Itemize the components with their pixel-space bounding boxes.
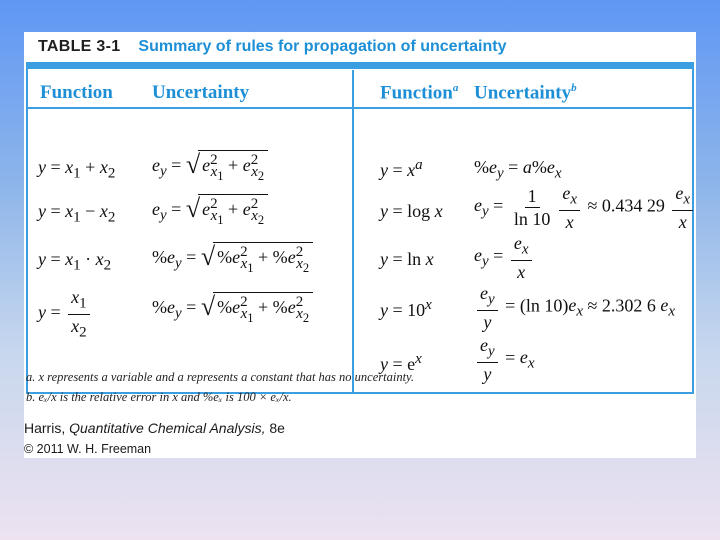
table-top-rule <box>28 62 692 69</box>
fn-product: $y = x_1 \cdot x_2$ <box>38 249 112 274</box>
credit-copyright: © 2011 W. H. Freeman <box>24 442 152 456</box>
unc-log: $e_y$ = $\frac{1}{\ln 10}$ $\frac{e_x}{x}$ ≈ 0.434 29 $\frac{e_x}{x}$ <box>474 184 696 231</box>
col-header-function: Function <box>40 82 113 103</box>
unc-product: $\%e_y$ = √ $\%e^2_{x_1} + \%e^2_{x_2}$ <box>152 242 313 274</box>
credit-author: Harris, <box>24 420 66 436</box>
rules-table <box>26 62 694 394</box>
col-header-uncertainty: Uncertainty <box>152 82 250 103</box>
fn-exp10: $y = 10^x$ <box>380 297 432 320</box>
table-header <box>24 32 696 62</box>
fn-power: $y = x^a$ <box>380 157 423 180</box>
fn-sum: $y = x_1 + x_2$ <box>38 157 116 182</box>
footnote-a: a. x represents a variable and a represents a constant that has no uncertainty. <box>26 370 415 384</box>
unc-exp10: $\frac{e_y}{y}$ = (ln $10)e_x \approx 2.302$ 6 $e_x$ <box>474 284 675 331</box>
fn-quotient: y = $\frac{x_1}{x_2}$ <box>38 288 93 340</box>
fn-exp: $y = e^x$ <box>380 351 422 374</box>
unc-power: $\%e_y = a\%e_x$ <box>474 157 562 182</box>
unc-ln: $e_y$ = $\frac{e_x}{x}$ <box>474 234 535 281</box>
fn-log: y = log x <box>380 201 443 221</box>
table-title: Summary of rules for propagation of uncertainty <box>138 38 507 55</box>
fn-ln: y = ln x <box>380 249 434 269</box>
unc-quotient: $\%e_y$ = √ $\%e^2_{x_1} + \%e^2_{x_2}$ <box>152 292 313 324</box>
column-divider <box>352 70 354 394</box>
source-credit <box>24 420 285 456</box>
credit-book: Quantitative Chemical Analysis, <box>69 420 266 436</box>
col-header-function-a: Function$^a$ <box>380 82 459 104</box>
unc-exp: $\frac{e_y}{y}$ = $e_x$ <box>474 336 535 383</box>
footnotes <box>26 370 414 410</box>
slide <box>24 32 696 458</box>
header-rule <box>28 107 692 109</box>
footnote-b: b. eₓ/x is the relative error in x and %eₓ is 100 × eₓ/x. <box>26 390 292 404</box>
col-header-uncertainty-b: Uncertainty$^b$ <box>474 82 577 104</box>
fn-difference: $y = x_1 - x_2$ <box>38 201 116 226</box>
table-number: TABLE 3-1 <box>38 38 121 55</box>
unc-difference: $e_y$ = √ $e^2_{x_1} + e^2_{x_2}$ <box>152 194 268 226</box>
unc-sum: $e_y$ = √ $e^2_{x_1} + e^2_{x_2}$ <box>152 150 268 182</box>
credit-edition: 8e <box>269 420 285 436</box>
